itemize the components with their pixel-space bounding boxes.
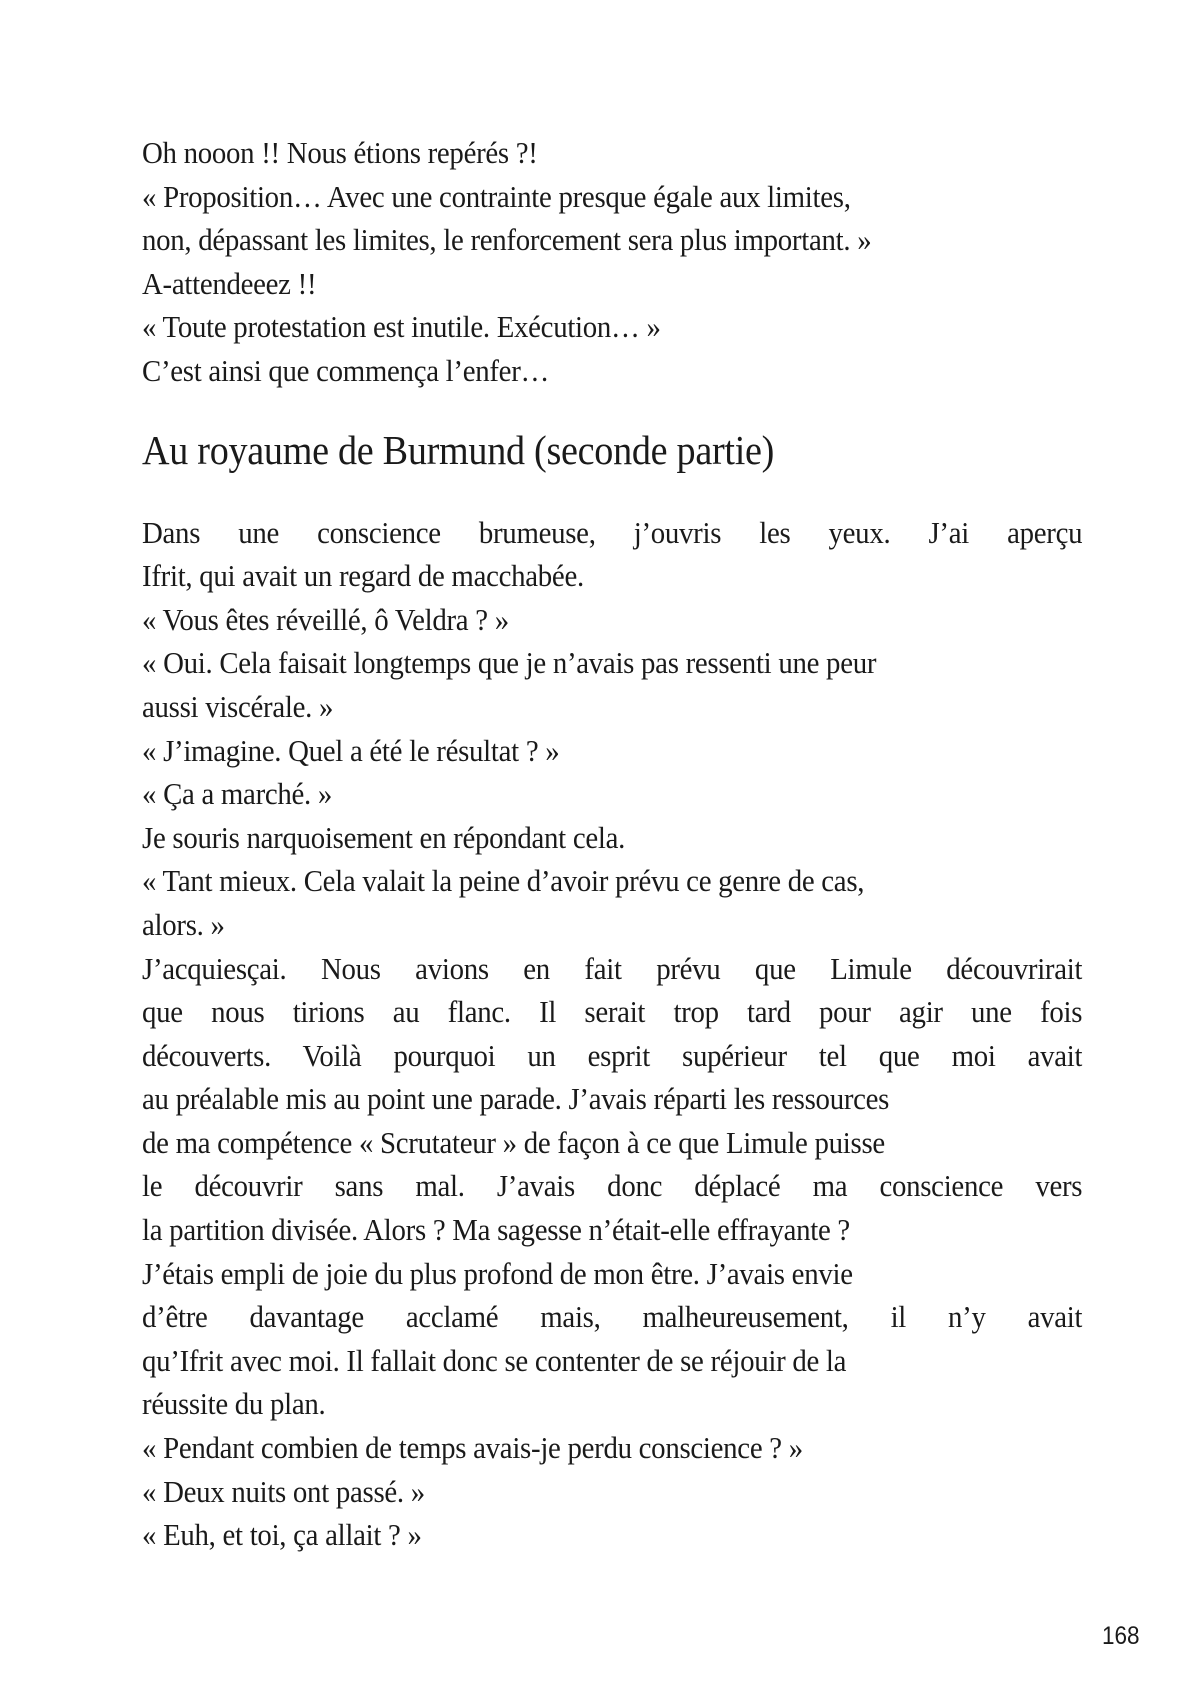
text-line: « Vous êtes réveillé, ô Veldra ? » xyxy=(142,601,509,637)
text-line: Ifrit, qui avait un regard de macchabée. xyxy=(142,558,584,594)
text-line: aussi viscérale. » xyxy=(142,688,334,724)
text-line: découverts. Voilà pourquoi un esprit supérieur tel que moi avait xyxy=(142,1037,1083,1073)
text-line: « Proposition… Avec une contrainte presque égale aux limites, xyxy=(142,178,851,214)
text-line: Dans une conscience brumeuse, j’ouvris les yeux. J’ai aperçu xyxy=(142,514,1083,550)
text-line: réussite du plan. xyxy=(142,1386,326,1422)
text-line: A-attendeeez !! xyxy=(142,265,317,301)
page-number: 168 xyxy=(1102,1622,1140,1650)
text-line: au préalable mis au point une parade. J’avais réparti les ressources xyxy=(142,1081,890,1117)
section-intro xyxy=(142,131,1082,393)
text-line: Je souris narquoisement en répondant cela. xyxy=(142,819,626,855)
text-line: « Toute protestation est inutile. Exécution… » xyxy=(142,309,661,345)
text-line: « Tant mieux. Cela valait la peine d’avoir prévu ce genre de cas, xyxy=(142,863,865,899)
text-line: « Euh, et toi, ça allait ? » xyxy=(142,1517,422,1553)
text-line: « Deux nuits ont passé. » xyxy=(142,1473,425,1509)
text-line: C’est ainsi que commença l’enfer… xyxy=(142,352,550,388)
text-line: de ma compétence « Scrutateur » de façon à ce que Limule puisse xyxy=(142,1124,885,1160)
text-line: « Ça a marché. » xyxy=(142,776,333,812)
section-heading: Au royaume de Burmund (seconde partie) xyxy=(142,426,775,473)
text-line: Oh nooon !! Nous étions repérés ?! xyxy=(142,135,538,170)
text-line: « Pendant combien de temps avais-je perdu conscience ? » xyxy=(142,1430,803,1466)
text-line: la partition divisée. Alors ? Ma sagesse n’était-elle effrayante ? xyxy=(142,1212,850,1248)
text-line: le découvrir sans mal. J’avais donc déplacé ma conscience vers xyxy=(142,1168,1083,1204)
text-line: J’acquiesçai. Nous avions en fait prévu que Limule découvrirait xyxy=(142,950,1083,986)
text-line: « Oui. Cela faisait longtemps que je n’avais pas ressenti une peur xyxy=(142,645,877,681)
text-line: qu’Ifrit avec moi. Il fallait donc se contenter de se réjouir de la xyxy=(142,1342,847,1378)
text-line: que nous tirions au flanc. Il serait trop tard pour agir une fois xyxy=(142,994,1083,1030)
text-line: alors. » xyxy=(142,906,225,942)
section-main xyxy=(142,511,1082,1557)
page-body xyxy=(142,131,1082,1557)
text-line: « J’imagine. Quel a été le résultat ? » xyxy=(142,732,560,768)
text-line: non, dépassant les limites, le renforcement sera plus important. » xyxy=(142,222,872,258)
text-line: J’étais empli de joie du plus profond de mon être. J’avais envie xyxy=(142,1255,853,1291)
text-line: d’être davantage acclamé mais, malheureusement, il n’y avait xyxy=(142,1299,1083,1335)
